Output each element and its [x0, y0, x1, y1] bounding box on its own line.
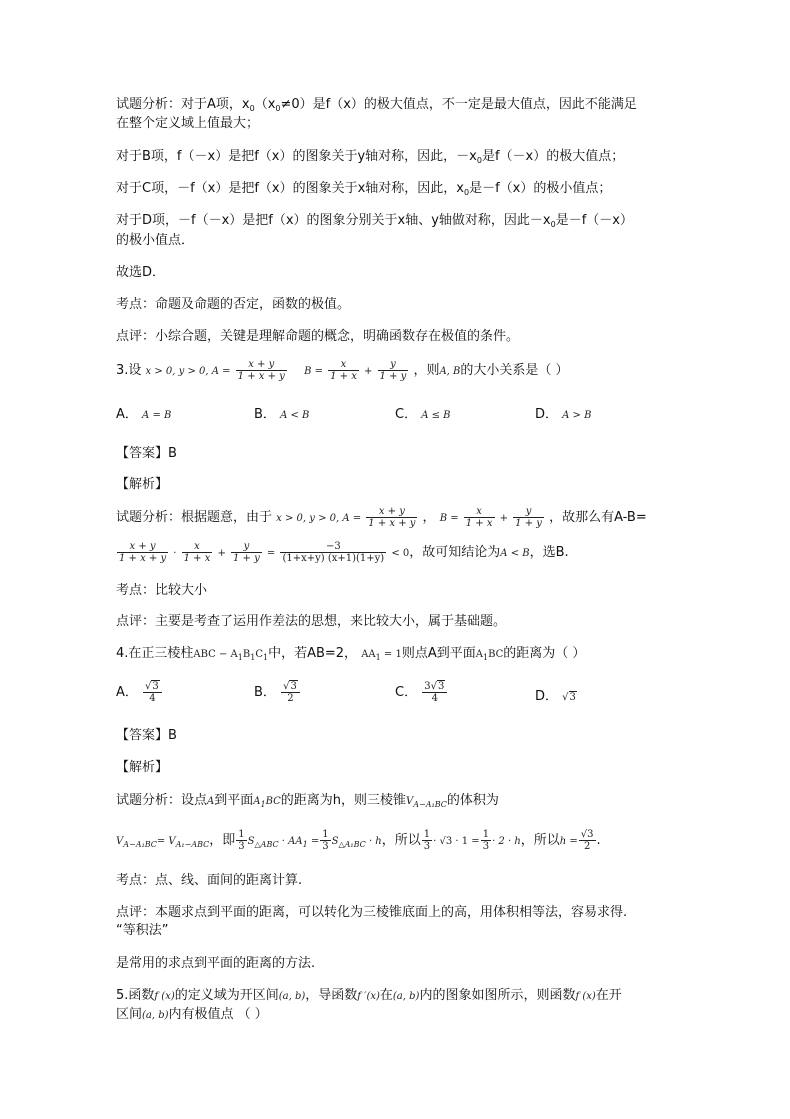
q4-option-c: C． $\frac{3√3}{4}$: [395, 681, 448, 704]
q4-dianping-3: 是常用的求点到平面的距离的方法.: [116, 956, 316, 971]
q2-analysis-a: 试题分析：对于A项，$x_0(x_0\ne 0)$是f（x）的极大值点，不一定是最大值点，因此不能满足: [116, 97, 637, 113]
q4-dianping-2: “等积法”: [116, 923, 169, 938]
q3-difference-equation: $\frac{x + y}{1 + x + y}$ · $\frac{x}{1 + x}$ + $\frac{y}{1 + y}$ = $\frac{-3}{(1+x+y) (x+1)(1+y)}$ < 0，故可知结论为A < B，选B.: [119, 541, 569, 564]
q3-option-d: D． A > B: [535, 407, 592, 422]
q4-volume-equation: $V_{A-A_1BC}= V_{A_1-ABC}$，即 $\frac{1}{3}$ $S_{\triangle ABC} \cdot AA_1$ = $\frac{1}{3}$ $S_{\triangle A_1BC} \cdot h$，所以 $\frac{1}{3}$ · √3 · 1 = $\frac{1}{3}$ · 2 · h，所以h = $\frac{√3}{2}$ .: [116, 829, 601, 852]
q4-analysis: 试题分析：设点A到平面$A_1BC$的距离为h，则三棱锥$V_{A-A_1BC}$的体积为: [116, 793, 499, 809]
q3-dianping: 点评：主要是考查了运用作差法的思想，来比较大小，属于基础题。: [116, 614, 507, 629]
q3-option-a: A． A = B: [116, 407, 172, 422]
q2-dianping: 点评：小综合题，关键是理解命题的概念，明确函数存在极值的条件。: [116, 329, 520, 344]
q3-a-fraction: $\frac{x + y}{1 + x + y}$: [237, 359, 285, 382]
q4-option-d: D． √3: [535, 689, 576, 704]
q2-analysis-a-line2: 在整个定义域上值最大；: [116, 116, 260, 131]
q3-analysis: 试题分析：根据题意，由于 x > 0, y > 0, A = $\frac{x + y}{1 + x + y}$ ， B = $\frac{x}{1 + x}$ + $\frac{y}{1 + y}$ ，故那么有A-B=: [116, 506, 647, 529]
q4-jiexi: 【解析】: [116, 760, 169, 775]
q4-kaodian: 考点：点、线、面间的距离计算.: [116, 873, 303, 888]
q4-option-b: B． $\frac{√3}{2}$: [254, 681, 301, 704]
q2-analysis-c: 对于C项，－f（x）是把f（x）的图象关于x轴对称，因此，$x_0$是－f（x）的极小值点；: [116, 181, 612, 197]
q3-stem: 3.设 x > 0, y > 0, A = $\frac{x + y}{1 + x + y}$ B = $\frac{x}{1 + x}$ + $\frac{y}{1 + y}$ ，则A, B的大小关系是（ ）: [116, 359, 569, 382]
q2-kaodian: 考点：命题及命题的否定，函数的极值。: [116, 297, 351, 312]
q5-stem: 5.函数f (x)的定义域为开区间(a, b)，导函数f ′(x)在(a, b)内的图象如图所示，则函数f (x)在开: [116, 988, 622, 1003]
q2-analysis-b: 对于B项，f（－x）是把f（x）的图象关于y轴对称，因此，$-x_0$是f（－x）的极大值点；: [116, 149, 625, 165]
q3-jiexi: 【解析】: [116, 477, 169, 492]
q2-choose: 故选D．: [116, 265, 166, 280]
q4-stem: 4.在正三棱柱ABC − $A_1B_1C_1$中，若AB=2， $AA_1 = 1$则点A到平面$A_1BC$的距离为（ ）: [116, 646, 586, 662]
q4-option-a: A． $\frac{√3}{4}$: [116, 681, 163, 704]
q3-option-c: C． A ≤ B: [395, 407, 451, 422]
q5-stem-line2: 区间(a, b)内有极值点 （ ）: [116, 1007, 268, 1022]
q4-answer: 【答案】B: [116, 728, 177, 743]
q3-option-b: B． A < B: [254, 407, 310, 422]
q4-dianping-1: 点评：本题求点到平面的距离，可以转化为三棱锥底面上的高，用体积相等法，容易求得.: [116, 905, 628, 920]
q2-analysis-d-line2: 的极小值点．: [116, 233, 195, 248]
q2-analysis-d: 对于D项，－f（－x）是把f（x）的图象分别关于x轴、y轴做对称，因此$-x_0$是－f（－x）: [116, 213, 634, 229]
q3-answer: 【答案】B: [116, 446, 177, 461]
q3-kaodian: 考点：比较大小: [116, 583, 208, 598]
